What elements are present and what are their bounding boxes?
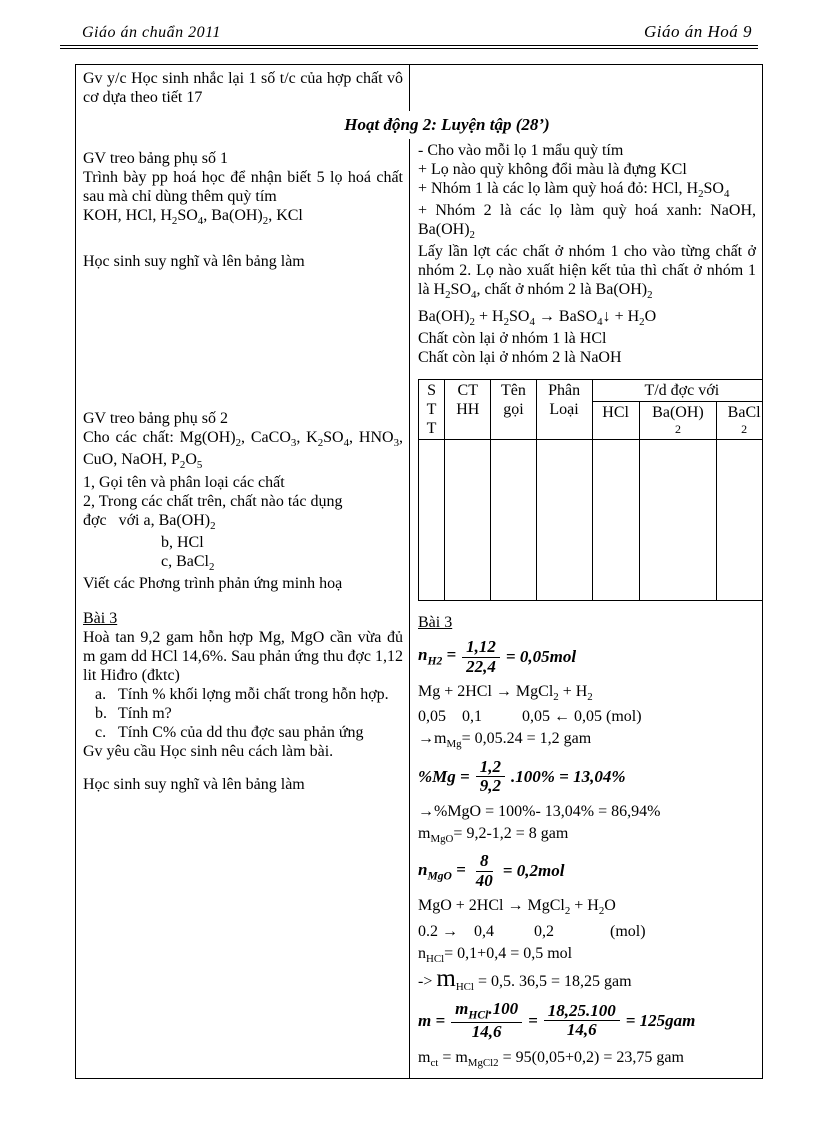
fraction (472, 852, 497, 890)
fraction-denominator: 40 (475, 870, 493, 890)
table-header-row (419, 379, 764, 402)
fraction-numerator: 1,2 (476, 758, 505, 778)
fraction (544, 1002, 620, 1040)
left-para-6: Cho các chất: $Mg(OH)_2$, CaCO$_3$, $K_2SO_4$, $HNO_3$, CuO, NaOH, $P_2O_5$ (83, 429, 403, 472)
left-para-13: Gv yêu cầu Học sinh nêu cách làm bài. (83, 743, 334, 761)
page-header (60, 22, 758, 49)
formula-subscript: 2 (741, 422, 748, 437)
main-row (76, 139, 762, 1078)
equation-mass-solution (418, 1000, 756, 1042)
right-bai3-title: Bài 3 (418, 613, 453, 631)
fraction-denominator: 14,6 (566, 1020, 597, 1040)
reaction-equation: MgO + 2HCl → MgCl$_2$ + $H_2O$ (418, 897, 616, 918)
left-para-2: Trình bày pp hoá học để nhận biết 5 lọ hoá chất sau mà chỉ dùng thêm quỳ tím (83, 169, 403, 206)
step-paragraph: Lấy lần lợt các chất ở nhóm 1 cho vào từng chất ở nhóm 2. Lọ nào xuất hiện kết tủa thì chất ở nhóm 1 là $H_2SO_4$, chất ở nhóm 2 là $Ba(OH)_2$ (418, 243, 756, 302)
stt-letter: T (426, 419, 437, 437)
fraction (451, 1000, 522, 1042)
col-header-baoh (639, 402, 717, 439)
equation-part: $n_{MgO}$ = (418, 859, 466, 883)
left-para-10: b, HCl (161, 533, 204, 551)
table-body-row (419, 439, 764, 600)
left-para-9: đợc với a, $Ba(OH)_2$ (83, 511, 216, 532)
equation-part: = 0,05mol (505, 646, 577, 666)
lesson-plan-table (75, 64, 763, 1079)
list-item (83, 704, 403, 723)
intro-cell (76, 65, 410, 111)
intro-row (76, 65, 762, 111)
reaction-equation: $Ba(OH)_2 + H_2SO_4$ → BaSO$_4$↓ + $H_2O$ (418, 307, 657, 328)
list-item (83, 723, 403, 742)
left-para-8: 2, Trong các chất trên, chất nào tác dụng (83, 492, 343, 510)
left-note-2: Học sinh suy nghĩ và lên bảng làm (83, 776, 305, 794)
step-paragraph: + Nhóm 1 là các lọ làm quỳ hoá đỏ: HCl, $H_2SO_4$ (418, 180, 730, 201)
teacher-column (76, 139, 410, 1078)
equation-part: = 0,2mol (502, 861, 565, 881)
equation-part: m = (418, 1010, 446, 1030)
text-part: = 0,5. 36,5 = 18,25 gam (473, 972, 632, 990)
fraction (462, 638, 500, 676)
mole-ratio-line: 0,05 0,1 0,05 ← 0,05 (mol) (418, 708, 642, 726)
table-empty-cell (491, 439, 536, 600)
formula-subscript: 2 (674, 422, 681, 437)
step-paragraph: Chất còn lại ở nhóm 1 là HCl (418, 329, 607, 347)
equation-nh2 (418, 638, 756, 676)
stt-letter: T (426, 400, 437, 418)
col-header-cthh: CT HH (445, 379, 491, 439)
table-empty-cell (419, 439, 445, 600)
left-bai3-text: Hoà tan 9,2 gam hỗn hợp Mg, MgO cần vừa đủ m gam dd HCl 14,6%. Sau phản ứng thu đợc 1,12 lit Hiđro (đktc) (83, 628, 403, 684)
fraction (476, 758, 505, 796)
left-para-12: Viết các Phơng trình phản ứng minh hoạ (83, 574, 343, 592)
fraction-denominator: 9,2 (479, 776, 501, 796)
table-empty-cell (536, 439, 592, 600)
calc-line: $\to m_{Mg}= 0,05.24 = 1,2$ gam (418, 730, 592, 751)
stt-letter: S (427, 381, 436, 399)
step-paragraph: - Cho vào mỗi lọ 1 mẩu quỳ tím (418, 142, 624, 159)
left-para-1: GV treo bảng phụ số 1 (83, 150, 229, 167)
equation-part: $n_{H2}$ = (418, 645, 457, 668)
table-empty-cell (592, 439, 639, 600)
left-para-3: KOH, HCl, $H_2SO_4$, $Ba(OH)_2$, KCl (83, 207, 303, 228)
header-right-title: Giáo án Hoá 9 (643, 22, 752, 41)
formula-text: Ba(OH) (652, 404, 704, 422)
left-note-1: Học sinh suy nghĩ và lên bảng làm (83, 253, 305, 271)
list-item (83, 685, 403, 704)
fraction-numerator: 8 (476, 852, 493, 872)
equation-part: = (528, 1010, 538, 1030)
calc-line: $m_{ct} = m_{MgCl2} = 95(0,05+0,2) = 23,75$ gam (418, 1048, 684, 1069)
equation-part: .100% = 13,04% (510, 766, 626, 786)
formula-text: BaCl (727, 404, 761, 422)
text-part: -> (418, 972, 437, 990)
left-para-5: GV treo bảng phụ số 2 (83, 410, 229, 428)
list-text: Tính % khối lợng mỗi chất trong hỗn hợp. (118, 686, 389, 704)
content-column (410, 139, 762, 1078)
mhcl-line (418, 964, 756, 994)
equation-part: %Mg = (418, 766, 470, 786)
list-marker: a. (95, 686, 107, 704)
reaction-equation: Mg + 2HCl → MgCl$_2$ + $H_2$ (418, 683, 593, 704)
calc-line: $n_{HCl}= 0,1+0,4 = 0,5$ mol (418, 944, 573, 965)
header-left-title: Giáo án chuẩn 2011 (82, 24, 221, 41)
step-paragraph: + Nhóm 2 là các lọ làm quỳ hoá xanh: NaOH, $Ba(OH)_2$ (418, 202, 756, 242)
equation-part: = 125gam (625, 1010, 696, 1030)
step-paragraph: + Lọ nào quỳ không đổi màu là đựng KCl (418, 161, 687, 179)
table-empty-cell (445, 439, 491, 600)
step-paragraph: Chất còn lại ở nhóm 2 là NaOH (418, 348, 622, 366)
table-empty-cell (717, 439, 763, 600)
fraction-numerator: 1,12 (462, 638, 500, 658)
list-marker: b. (95, 705, 107, 723)
mole-ratio-line: 0.2 → 0,4 0,2 (mol) (418, 922, 646, 940)
fraction-denominator: 14,6 (471, 1021, 502, 1041)
list-text: Tính m? (118, 705, 172, 723)
left-bai3-title: Bài 3 (83, 609, 118, 627)
col-header-hcl: HCl (592, 402, 639, 439)
col-header-tengoi: Tên gọi (491, 379, 536, 439)
list-text: Tính C% của dd thu đợc sau phản ứng (118, 724, 364, 742)
fraction-numerator: $m_{HCl}.100$ (451, 1000, 522, 1023)
col-header-phanloai: Phân Loại (536, 379, 592, 439)
calc-line: →%MgO = 100%- 13,04% = 86,94% (418, 802, 661, 820)
equation-percent-mg (418, 758, 756, 796)
fraction-denominator: 22,4 (466, 656, 496, 676)
mass-subscript: HCl (455, 980, 474, 993)
intro-text: Gv y/c Học sinh nhắc lại 1 số t/c của hợp chất vô cơ dựa theo tiết 17 (83, 70, 403, 107)
activity-heading-row (76, 111, 762, 139)
fraction-numerator: 18,25.100 (544, 1002, 620, 1022)
col-header-bacl (717, 402, 763, 439)
list-marker: c. (95, 724, 107, 742)
col-header-td-group: T/d đợc với (592, 379, 763, 402)
activity-heading: Hoạt động 2: Luyện tập (28’) (344, 114, 550, 134)
equation-nmgo (418, 852, 756, 890)
table-empty-cell (639, 439, 717, 600)
col-header-stt (419, 379, 445, 439)
calc-line: $m_{MgO}= 9,2-1,2 = 8$ gam (418, 824, 569, 846)
left-para-11: c, BaCl$_2$ (161, 552, 215, 573)
left-para-7: 1, Gọi tên và phân loại các chất (83, 473, 285, 491)
solution-block (418, 613, 756, 1070)
intro-right-cell (410, 65, 762, 111)
mass-symbol: m (436, 964, 456, 992)
classification-table (418, 379, 763, 601)
